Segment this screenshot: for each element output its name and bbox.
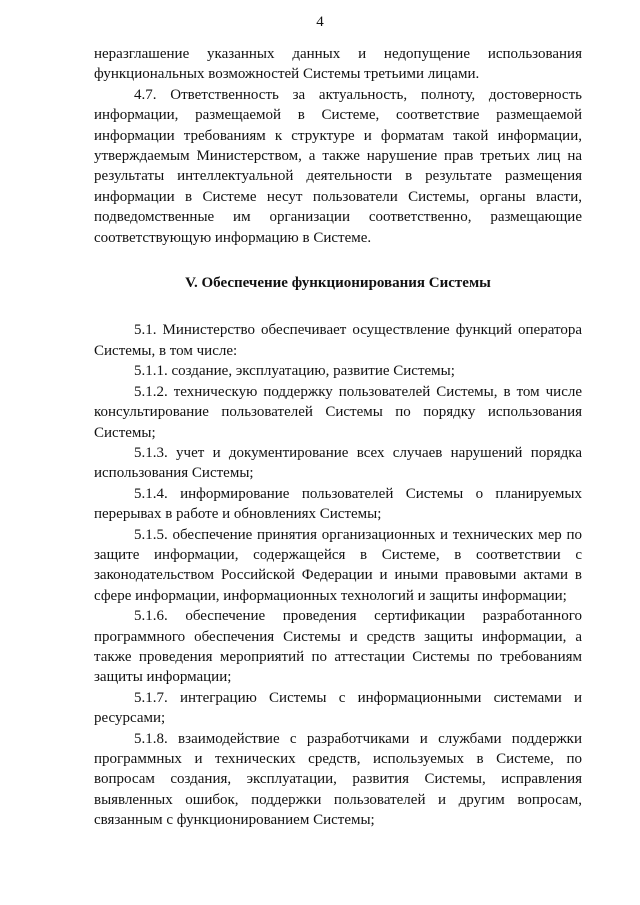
paragraph-5-1-2: 5.1.2. техническую поддержку пользователей Системы, в том числе консультирование пользователей Системы по порядку использования Системы; — [94, 383, 582, 441]
paragraph-5-1-5: 5.1.5. обеспечение принятия организационных и технических мер по защите информации, содержащейся в Системе, в соответствии с законодательством Российской Федерации и иными правовыми актами в сфере информации, информационных технологий и защиты информации; — [94, 526, 582, 604]
paragraph-5-1-8: 5.1.8. взаимодействие с разработчиками и службами поддержки программных и технических средств, используемых в Системе, по вопросам создания, эксплуатации, развития Системы, исправления выявленных ошибок, поддержки пользователей и другим вопросам, связанным с функционированием Системы; — [94, 730, 582, 829]
page-number: 4 — [316, 14, 324, 30]
paragraph-5-1-3: 5.1.3. учет и документирование всех случаев нарушений порядка использования Системы; — [94, 444, 582, 482]
paragraph-5-1-1: 5.1.1. создание, эксплуатацию, развитие Системы; — [134, 363, 455, 380]
paragraph-5-1: 5.1. Министерство обеспечивает осуществление функций оператора Системы, в том числе: — [94, 322, 582, 359]
paragraph-4-7: 4.7. Ответственность за актуальность, полноту, достоверность информации, размещаемой в Системе, соответствие размещаемой информации требованиям к структуре и форматам такой информации, утверждаемым Министерством, а также нарушение прав третьих лиц на результаты интеллектуальной деятельности в результате размещения информации в Системе несут пользователи Системы, органы власти, подведомственные им организации соответственно, размещающие соответствующую информацию в Системе. — [94, 86, 582, 246]
paragraph-continuation: неразглашение указанных данных и недопущение использования функциональных возможностей Системы третьими лицами. — [94, 46, 582, 83]
paragraph-5-1-7: 5.1.7. интеграцию Системы с информационными системами и ресурсами; — [94, 689, 582, 727]
paragraph-5-1-4: 5.1.4. информирование пользователей Системы о планируемых перерывах в работе и обновлениях Системы; — [94, 485, 582, 523]
section-heading: V. Обеспечение функционирования Системы — [185, 275, 491, 292]
page-body — [94, 44, 582, 831]
paragraph-5-1-6: 5.1.6. обеспечение проведения сертификации разработанного программного обеспечения Системы и средств защиты информации, а также проведения мероприятий по аттестации Системы по требованиям защиты информации; — [94, 608, 582, 686]
